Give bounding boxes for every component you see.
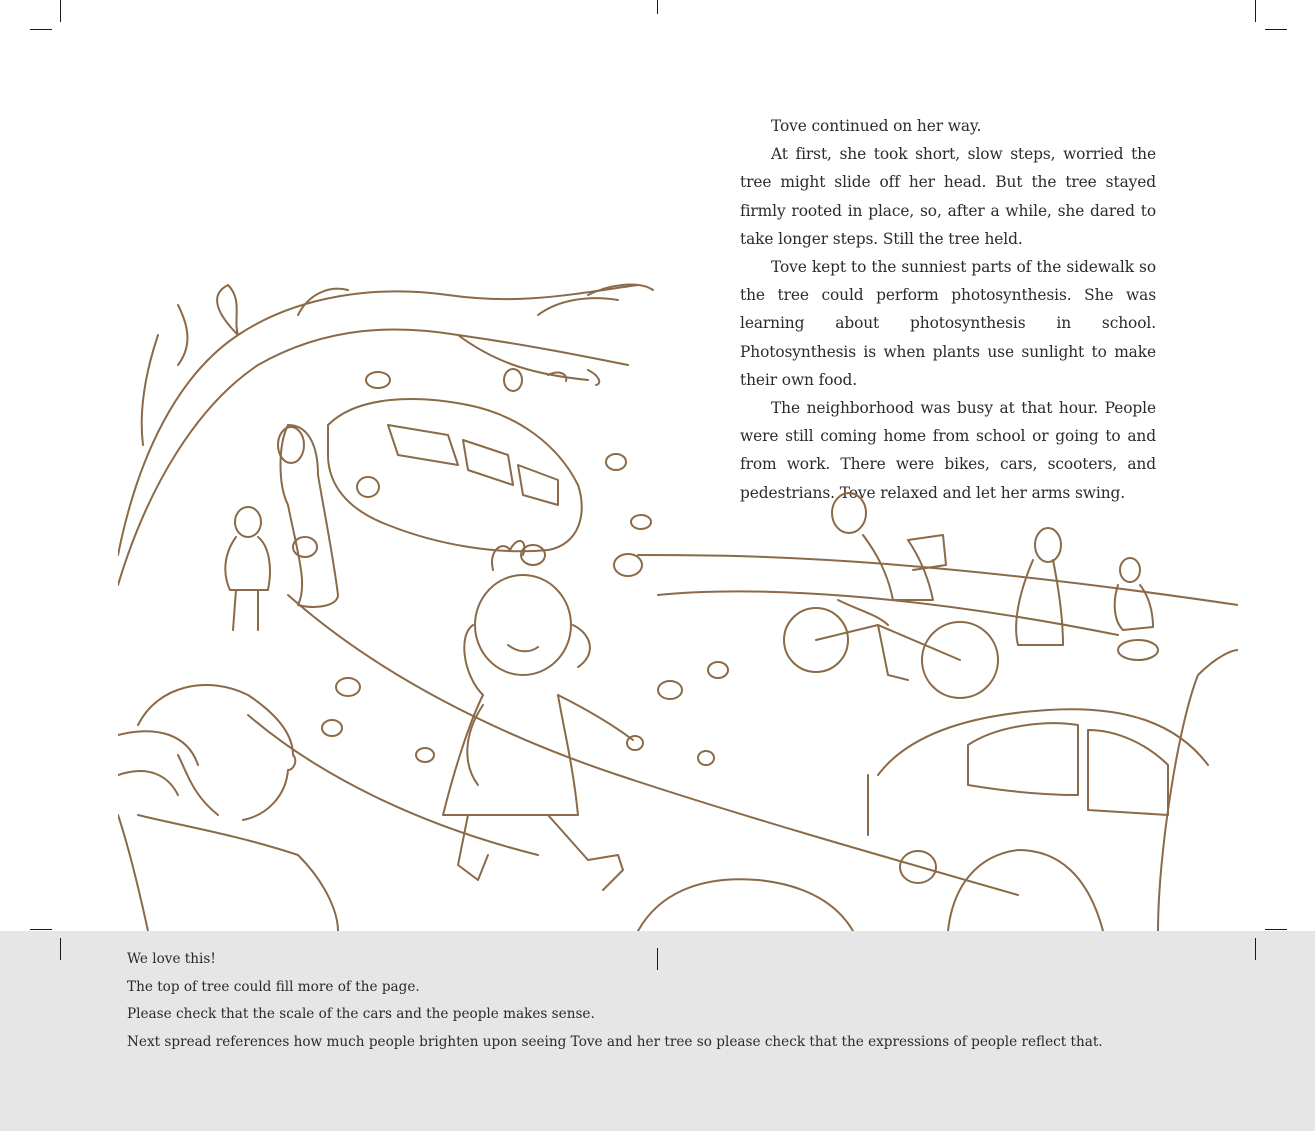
crop-mark: [1265, 929, 1287, 930]
foreground-car: [868, 709, 1208, 883]
note-line: The top of tree could fill more of the page.: [127, 979, 420, 995]
mother-and-child: [225, 425, 338, 630]
story-paragraph: Tove kept to the sunniest parts of the sidewalk so the tree could perform photosynthesis. She was learning about photosynthesis in school. Photosynthesis is when plants use sunlight to make their own food.: [740, 258, 1156, 389]
crop-mark: [657, 0, 658, 14]
crop-mark: [1255, 938, 1256, 960]
cyclist: [784, 493, 998, 698]
note-line: We love this!: [127, 951, 216, 967]
parked-car: [328, 399, 582, 551]
crop-mark: [1265, 29, 1287, 30]
story-paragraph: At first, she took short, slow steps, worried the tree might slide off her head. But the tree stayed firmly rooted in place, so, after a while, she dared to take longer steps. Still the tree held.: [740, 145, 1156, 248]
tree-branch: [118, 285, 653, 795]
girl-tove: [443, 541, 643, 890]
crop-mark: [60, 938, 61, 960]
crop-mark: [30, 29, 52, 30]
note-line: Next spread references how much people brighten upon seeing Tove and her tree so please check that the expressions of people reflect that.: [127, 1034, 1103, 1050]
pedestrians: [1016, 528, 1158, 660]
crop-mark: [30, 929, 52, 930]
bearded-man: [118, 685, 338, 931]
story-paragraph: The neighborhood was busy at that hour. People were still coming home from school or going to and from work. There were bikes, cars, scooters, and pedestrians. Tove relaxed and let her arms swing.: [740, 399, 1156, 502]
note-line: Please check that the scale of the cars and the people makes sense.: [127, 1006, 595, 1022]
crop-mark: [657, 948, 658, 970]
illustration-sketch: [118, 255, 1238, 931]
falling-leaves: [322, 454, 728, 765]
story-paragraph: Tove continued on her way.: [771, 117, 982, 135]
crop-mark: [1255, 0, 1256, 22]
road: [248, 555, 1238, 895]
crop-mark: [60, 0, 61, 22]
